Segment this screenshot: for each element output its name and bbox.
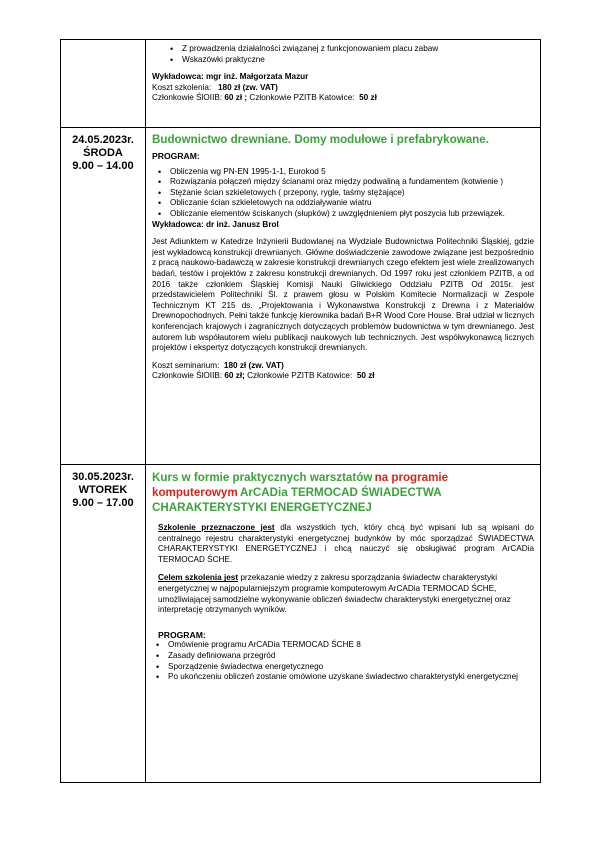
goal-label: Celem szkolenia jest (158, 573, 239, 583)
schedule-row-continuation (61, 40, 541, 128)
lecturer-bio: Jest Adiunktem w Katedrze Inżynierii Budowlanej na Wydziale Budownictwa Politechniki Śląskiej, gdzie jest wykładowcą konstrukcji drewnianych. Główne doświadczenie zawodowe związane jest bezpośrednio z pracą naukowo-badawczą w zakresie konstrukcji drewnianych czego efektem jest wiele zrealizowanych badań, testów i projektów z zakresu konstrukcji drewnianych. Od 1997 roku jest członkiem PZITB, a od 2016 także członkiem Śląskiej Komisji Nauki Gliwickiego Oddziału PZITB Od 2015r. jest przedstawicielem Politechniki Śl. z prawem głosu w Polskim Komitecie Normalizacji w Zespole Technicznym KT 215 ds. „Projektowania i Wykonawstwa Konstrukcji z Drewna i z Materiałów Drewnopochodnych. Pełni także funkcję kierownika badań B+R Wood Core House. Brał udział w licznych konferencjach krajowych i zagranicznych dotyczących problemów budownictwa w tym drewnianego. Jest autorem lub współautorem wielu publikacji naukowych lub technicznych. Jest współwykonawcą licznych projektów i ekspertyz dotyczących konstrukcji drewnianych. (152, 237, 534, 353)
schedule-row-arcadia (61, 465, 541, 783)
list-item: • Omówienie programu ArCADia TERMOCAD ŚCHE 8 (168, 640, 534, 651)
list-item: • Obliczenia wg PN-EN 1995-1-1, Eurokod 5 (170, 167, 534, 178)
list-item: • Wskazówki praktyczne (182, 55, 534, 66)
program-list (152, 640, 534, 682)
members-b-label: Członkowie PZITB Katowice: (249, 93, 355, 103)
audience-paragraph (152, 523, 534, 565)
cost-label: Koszt seminarium: (152, 360, 220, 370)
list-item: • Z prowadzenia działalności związanej z funkcjonowaniem placu zabaw (182, 44, 534, 55)
list-item: • Obliczanie ścian szkieletowych na oddziaływanie wiatru (170, 198, 534, 209)
audience-label: Szkolenie przeznaczone jest (158, 523, 275, 532)
list-item: • Rozwiązania połączeń między ścianami oraz między podwaliną a fundamentem (kotwienie ) (170, 177, 534, 188)
list-item: • Stężanie ścian szkieletowych ( przepony, rygle, taśmy stężające) (170, 188, 534, 199)
members-b-label: Członkowie PZITB Katowice: (247, 371, 353, 381)
cost-label: Koszt szkolenia: (152, 82, 212, 92)
lecturer-line (152, 220, 534, 231)
list-item: • Sporządzenie świadectwa energetycznego (168, 662, 534, 673)
program-heading: PROGRAM: (152, 151, 200, 161)
lecturer-line (152, 72, 534, 83)
course-title-part3: ArCADia TERMOCAD ŚWIADECTWA CHARAKTERYSTYKI ENERGETYCZNEJ (152, 486, 442, 514)
members-b-value: 50 zł (359, 93, 377, 103)
course-title: Budownictwo drewniane. Domy modułowe i prefabrykowane. (152, 133, 489, 146)
date-cell (61, 465, 146, 783)
course-title (152, 471, 534, 516)
list-item: • Zasady definiowana przegród (168, 651, 534, 662)
goal-text: przekazanie wiedzy z zakresu sporządzania świadectw charakterystyki energetycznej w najpopularniejszym programie komputerowym ArCADia TERMOCAD ŚCHE, umożliwiającej samodzielne wykonywanie obliczeń świadectw charakterystyki energetycznej oraz interpretację otrzymanych wyników. (158, 573, 511, 615)
event-day: ŚRODA (83, 147, 123, 159)
course-title-part1: Kurs w formie praktycznych warsztatów (152, 471, 373, 484)
cost-value: 180 zł (zw. VAT) (218, 82, 278, 92)
list-item: • Obliczanie elementów ściskanych (słupków) z uwzględnieniem płyt poszycia lub przewiązek. (170, 209, 534, 220)
event-day: WTOREK (78, 484, 128, 496)
members-b-value: 50 zł (356, 371, 375, 381)
content-cell (146, 128, 541, 465)
members-a-value: 60 zł ; (224, 93, 248, 103)
members-line (152, 371, 534, 382)
goal-paragraph (152, 573, 534, 615)
course-title-part2: na programie komputerowym (152, 471, 449, 499)
lecturer-name: dr inż. Janusz Brol (206, 219, 279, 229)
topic-list (152, 44, 534, 65)
program-list (152, 167, 534, 220)
cost-line (152, 83, 534, 94)
program-heading: PROGRAM: (158, 629, 206, 640)
lecturer-name: mgr inż. Małgorzata Mazur (206, 72, 309, 82)
audience-text: dla wszystkich tych, który chcą być wpisani lub są wpisani do centralnego rejestru charakterystyki energetycznej budynków by móc sporządzać ŚWIADECTWA CHARAKTERYSTYKI ENERGETYCZNEJ i chcą nauczyć się obsługiwać program ArCADia TERMOCAD ŚCHE. (158, 523, 534, 564)
cost-line (152, 361, 534, 372)
schedule-table (60, 39, 541, 783)
event-date: 24.05.2023r. (72, 134, 134, 146)
date-cell-empty (61, 40, 146, 128)
event-time: 9.00 – 14.00 (72, 160, 134, 172)
lecturer-label: Wykładowca: (152, 72, 204, 82)
list-item: • Po ukończeniu obliczeń zostanie omówione uzyskane świadectwo charakterystyki energetycznej (168, 672, 534, 683)
content-cell (146, 465, 541, 783)
date-cell (61, 128, 146, 465)
event-time: 9.00 – 17.00 (72, 497, 134, 509)
members-line (152, 93, 534, 104)
schedule-row-wood (61, 128, 541, 465)
lecturer-label: Wykładowca: (152, 219, 204, 229)
members-a-label: Członkowie ŚlOIIB: (152, 93, 223, 103)
content-cell (146, 40, 541, 128)
members-a-label: Członkowie ŚlOIIB: (152, 371, 223, 381)
cost-value: 180 zł (zw. VAT) (223, 360, 284, 370)
members-a-value: 60 zł; (224, 371, 245, 381)
event-date: 30.05.2023r. (72, 471, 134, 483)
